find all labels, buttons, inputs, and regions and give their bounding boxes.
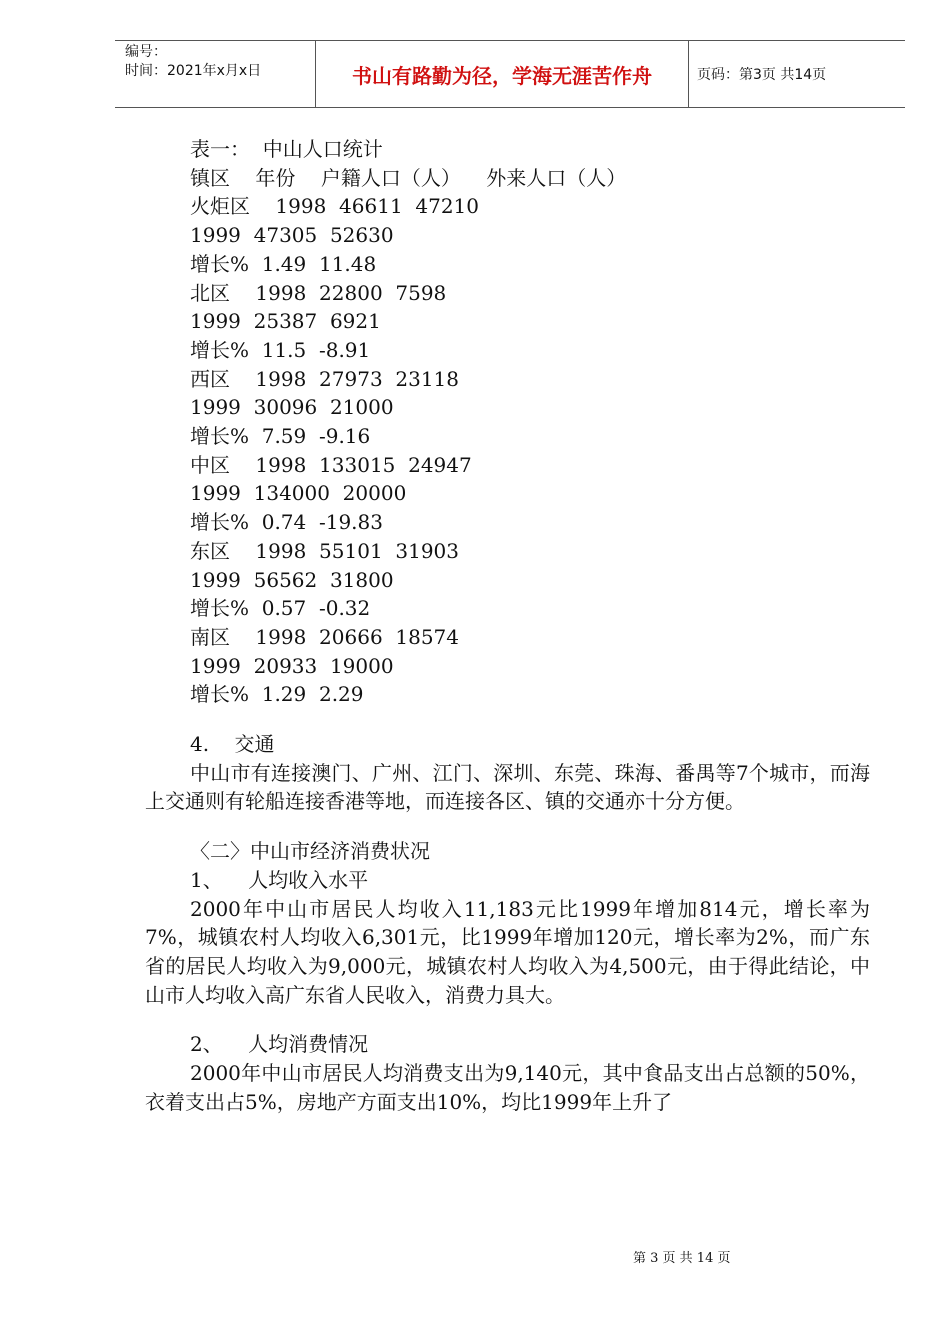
header-meta [115,41,316,107]
table-row: 1999 25387 6921 [190,309,381,334]
table-row: 增长% 1.49 11.48 [190,251,377,276]
table-row: 西区 1998 27973 23118 [190,366,460,391]
document-number-label: 编号： [125,44,167,60]
table-title: 表一： 中山人口统计 [190,137,383,161]
spacer [145,1009,870,1030]
document-time-label: 时间：2021年x月x日 [125,63,262,79]
header-motto: 书山有路勤为径，学海无涯苦作舟 [316,41,689,107]
table-row: 1999 134000 20000 [190,481,407,506]
consumption-heading: 2、 人均消费情况 [190,1032,369,1057]
table-row: 1999 47305 52630 [190,223,394,248]
table-row: 东区 1998 55101 31903 [190,538,460,563]
table-row: 增长% 0.57 -0.32 [190,596,371,621]
table-row: 增长% 0.74 -19.83 [190,510,383,535]
population-table [145,192,870,709]
table-row: 中区 1998 133015 24947 [190,452,472,477]
table-row: 南区 1998 20666 18574 [190,624,460,649]
table-row: 1999 20933 19000 [190,653,394,678]
table-row: 增长% 11.5 -8.91 [190,337,371,362]
transport-paragraph: 中山市有连接澳门、广州、江门、深圳、东莞、珠海、番禺等7个城市，而海上交通则有轮船连接香港等地，而连接各区、镇的交通亦十分方便。 [145,760,870,814]
transport-heading: 4. 交通 [190,732,275,757]
page-footer: 第 3 页 共 14 页 [633,1251,731,1266]
header-page-info: 页码：第3页 共14页 [697,67,827,83]
income-heading: 1、 人均收入水平 [190,867,369,892]
table-row: 火炬区 1998 46611 47210 [190,194,480,219]
table-row: 1999 30096 21000 [190,395,394,420]
consumption-paragraph: 2000年中山市居民人均消费支出为9,140元，其中食品支出占总额的50%，衣着支出占5%，房地产方面支出10%，均比1999年上升了 [145,1061,870,1114]
table-row: 北区 1998 22800 7598 [190,280,447,305]
page-header [115,40,905,108]
table-row: 增长% 7.59 -9.16 [190,424,371,449]
table-row: 增长% 1.29 2.29 [190,682,364,707]
document-body [145,135,870,1117]
economy-heading: 〈二〉中山市经济消费状况 [190,839,430,864]
table-header-row: 镇区 年份 户籍人口（人） 外来人口（人） [190,165,627,190]
table-row: 1999 56562 31800 [190,567,394,592]
income-paragraph: 2000年中山市居民人均收入11,183元比1999年增加814元，增长率为7%，城镇农村人均收入6,301元，比1999年增加120元，增长率为2%，而广东省的居民人均收入为9,000元，城镇农村人均收入为4,500元，由于得此结论，中山市人均收入高广东省人民收入，消费力具大。 [145,896,870,1007]
spacer [145,709,870,730]
spacer [145,816,870,837]
